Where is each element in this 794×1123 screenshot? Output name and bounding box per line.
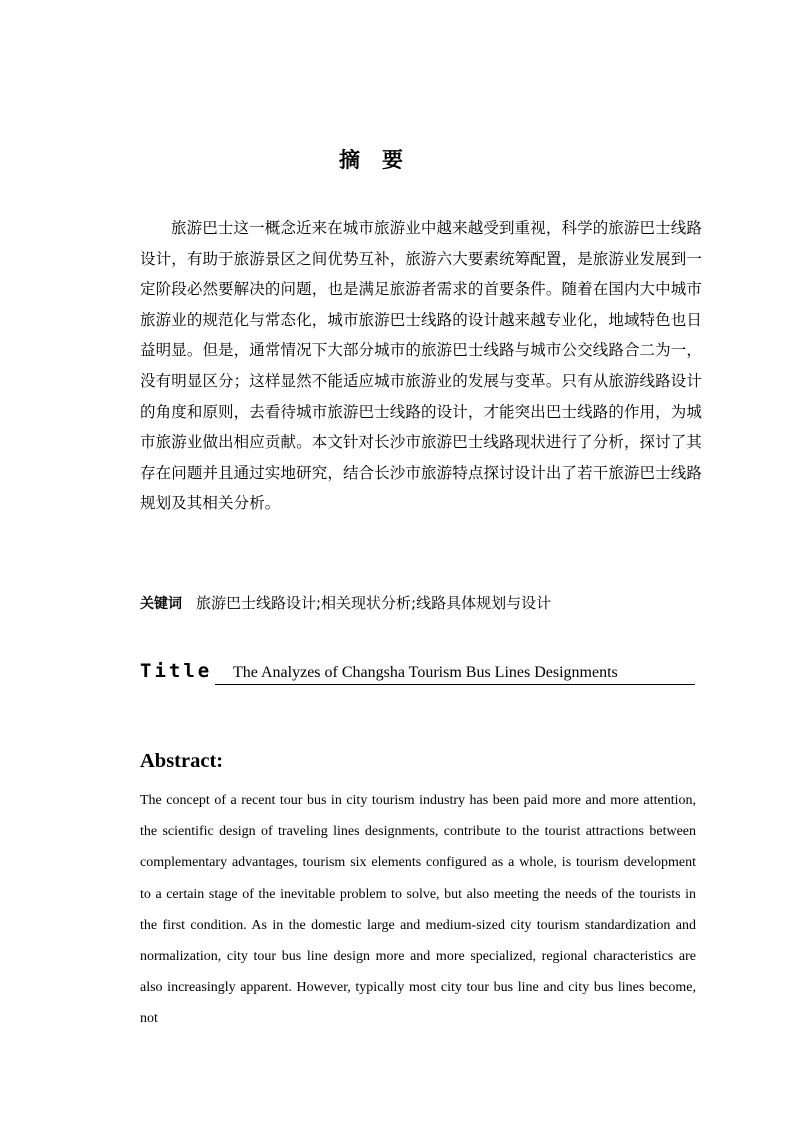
english-title-row (140, 658, 720, 688)
english-abstract-paragraph: The concept of a recent tour bus in city tourism industry has been paid more and more attention, the scientific design of traveling lines designments, contribute to the tourist attractions between complementary advantages, tourism six elements configured as a whole, is tourism development to a certain stage of the inevitable problem to solve, but also meeting the needs of the tourists in the first condition. As in the domestic large and medium-sized city tourism standardization and normalization, city tour bus line design more and more specialized, regional characteristics are also increasingly apparent. However, typically most city tour bus line and city bus lines become, not (140, 793, 696, 1027)
chinese-abstract-paragraph: 旅游巴士这一概念近来在城市旅游业中越来越受到重视，科学的旅游巴士线路设计，有助于旅游景区之间优势互补，旅游六大要素统筹配置，是旅游业发展到一定阶段必然要解决的问题，也是满足旅游者需求的首要条件。随着在国内大中城市旅游业的规范化与常态化，城市旅游巴士线路的设计越来越专业化，地域特色也日益明显。但是，通常情况下大部分城市的旅游巴士线路与城市公交线路合二为一，没有明显区分；这样显然不能适应城市旅游业的发展与变革。只有从旅游线路设计的角度和原则，去看待城市旅游巴士线路的设计，才能突出巴士线路的作用，为城市旅游业做出相应贡献。本文针对长沙市旅游巴士线路现状进行了分析，探讨了其存在问题并且通过实地研究，结合长沙市旅游特点探讨设计出了若干旅游巴士线路规划及其相关分析。 (140, 219, 702, 513)
keywords-value: 旅游巴士线路设计;相关现状分析;线路具体规划与设计 (196, 594, 552, 612)
english-title-text: The Analyzes of Changsha Tourism Bus Lines Designments (215, 662, 695, 685)
abstract-heading-en: Abstract: (140, 750, 224, 772)
keywords-label: 关键词 (140, 596, 182, 612)
keywords-line (140, 591, 720, 616)
title-label: Title (140, 660, 213, 682)
abstract-heading-cn: 摘要 (339, 148, 425, 172)
